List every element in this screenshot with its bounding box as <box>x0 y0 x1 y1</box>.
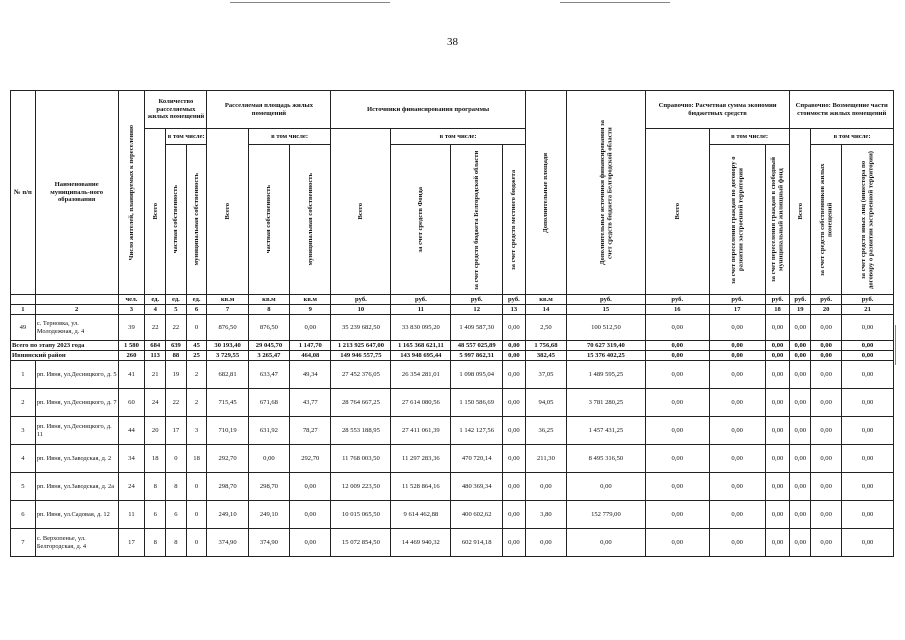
value-cell: 0,00 <box>842 361 894 389</box>
value-cell: 374,90 <box>248 529 289 557</box>
value-cell: 21 <box>145 361 166 389</box>
value-cell: 0,00 <box>645 315 709 341</box>
value-cell: 0,00 <box>842 501 894 529</box>
value-cell: 35 239 682,50 <box>331 315 391 341</box>
settlement-name: с. Терновка, ул. Молодежная, д. 4 <box>35 315 118 341</box>
value-cell: 113 <box>145 351 166 361</box>
rooms-total-header: Всего <box>145 129 166 295</box>
col-number: 7 <box>207 305 248 315</box>
unit-cell: руб. <box>567 295 646 305</box>
value-cell: 41 <box>118 361 145 389</box>
value-cell: 11 <box>118 501 145 529</box>
rooms-private-header: частная собственность <box>166 145 187 295</box>
value-cell: 682,81 <box>207 361 248 389</box>
fin-total-header: Всего <box>331 129 391 295</box>
col-no-header: № п/п <box>11 91 36 295</box>
value-cell: 0,00 <box>765 389 790 417</box>
scan-mark <box>560 2 670 3</box>
value-cell: 0,00 <box>709 445 765 473</box>
value-cell: 5 997 862,31 <box>451 351 503 361</box>
ref-owners-header: за счет средств собственников жилых помещений <box>811 145 842 295</box>
ref-incl-header: в том числе: <box>811 129 894 145</box>
value-cell: 0,00 <box>790 445 811 473</box>
fin-region-header: за счет средств бюджета Белгородской области <box>451 145 503 295</box>
value-cell: 631,92 <box>248 417 289 445</box>
value-cell: 60 <box>118 389 145 417</box>
unit-cell: руб. <box>842 295 894 305</box>
row-number: 7 <box>11 529 36 557</box>
value-cell: 25 <box>186 351 207 361</box>
value-cell: 36,25 <box>525 417 566 445</box>
unit-cell: ед. <box>166 295 187 305</box>
table-row <box>11 501 894 529</box>
value-cell: 0,00 <box>645 417 709 445</box>
row-number: 1 <box>11 361 36 389</box>
value-cell: 715,45 <box>207 389 248 417</box>
area-incl-header: в том числе: <box>248 129 331 145</box>
value-cell: 0,00 <box>765 417 790 445</box>
row-number: 5 <box>11 473 36 501</box>
value-cell: 22 <box>166 389 187 417</box>
unit-cell: руб. <box>391 295 451 305</box>
col-number: 8 <box>248 305 289 315</box>
row-number: 3 <box>11 417 36 445</box>
col-number: 17 <box>709 305 765 315</box>
value-cell: 15 376 402,25 <box>567 351 646 361</box>
col-number: 15 <box>567 305 646 315</box>
value-cell: 28 553 188,95 <box>331 417 391 445</box>
unit-cell: кв.м <box>207 295 248 305</box>
value-cell: 0,00 <box>842 341 894 351</box>
value-cell: 143 948 695,44 <box>391 351 451 361</box>
value-cell: 1 580 <box>118 341 145 351</box>
value-cell: 1 165 368 621,11 <box>391 341 451 351</box>
value-cell: 0 <box>186 501 207 529</box>
unit-cell: руб. <box>451 295 503 305</box>
row-number: 6 <box>11 501 36 529</box>
value-cell: 70 627 319,40 <box>567 341 646 351</box>
value-cell: 22 <box>166 315 187 341</box>
group-rooms-header: Количество расселяемых жилых помещений <box>145 91 207 129</box>
value-cell: 0,00 <box>709 501 765 529</box>
value-cell: 43,77 <box>290 389 331 417</box>
unit-cell: кв.м <box>525 295 566 305</box>
value-cell: 0,00 <box>645 445 709 473</box>
value-cell: 78,27 <box>290 417 331 445</box>
value-cell: 0,00 <box>790 529 811 557</box>
table-row <box>11 473 894 501</box>
unit-cell: руб. <box>811 295 842 305</box>
col-number: 14 <box>525 305 566 315</box>
value-cell: 876,50 <box>248 315 289 341</box>
value-cell: 17 <box>166 417 187 445</box>
value-cell: 8 495 316,50 <box>567 445 646 473</box>
table-row <box>11 389 894 417</box>
value-cell: 400 602,62 <box>451 501 503 529</box>
col-number: 12 <box>451 305 503 315</box>
value-cell: 3 781 280,25 <box>567 389 646 417</box>
value-cell: 0 <box>186 315 207 341</box>
value-cell: 298,70 <box>248 473 289 501</box>
value-cell: 0,00 <box>790 473 811 501</box>
value-cell: 94,05 <box>525 389 566 417</box>
col-number: 21 <box>842 305 894 315</box>
value-cell: 249,10 <box>207 501 248 529</box>
value-cell: 11 768 003,50 <box>331 445 391 473</box>
value-cell: 0,00 <box>842 473 894 501</box>
value-cell: 470 720,14 <box>451 445 503 473</box>
col-number: 3 <box>118 305 145 315</box>
value-cell: 0,00 <box>811 315 842 341</box>
value-cell: 480 369,34 <box>451 473 503 501</box>
value-cell: 0,00 <box>645 389 709 417</box>
value-cell: 6 <box>145 501 166 529</box>
value-cell: 100 512,50 <box>567 315 646 341</box>
value-cell: 0,00 <box>765 529 790 557</box>
value-cell: 33 830 095,20 <box>391 315 451 341</box>
value-cell: 1 150 586,69 <box>451 389 503 417</box>
value-cell: 0,00 <box>790 361 811 389</box>
value-cell: 0,00 <box>645 473 709 501</box>
table-row <box>11 361 894 389</box>
total-stage-row <box>11 341 894 351</box>
value-cell: 684 <box>145 341 166 351</box>
col-extra-finance-header: Дополнительные источники финансирования за счет средств бюджета Белгородской области <box>567 91 646 295</box>
value-cell: 0,00 <box>765 445 790 473</box>
group-finance-header: Источники финансирования программы <box>331 91 525 129</box>
value-cell: 29 045,70 <box>248 341 289 351</box>
settlement-name: рп. Ивня, ул.Десницкого, д. 11 <box>35 417 118 445</box>
col-number: 11 <box>391 305 451 315</box>
value-cell: 671,68 <box>248 389 289 417</box>
value-cell: 292,70 <box>207 445 248 473</box>
row-number: 4 <box>11 445 36 473</box>
total-district-label: Ивнянский район <box>11 351 119 361</box>
value-cell: 2,50 <box>525 315 566 341</box>
fin-local-header: за счет средств местного бюджета <box>503 145 526 295</box>
value-cell: 0,00 <box>811 473 842 501</box>
sav-contract-header: за счет переселения граждан по договору о развитии застроенной территории <box>709 145 765 295</box>
value-cell: 0,00 <box>842 351 894 361</box>
value-cell: 20 <box>145 417 166 445</box>
value-cell: 211,30 <box>525 445 566 473</box>
data-rows <box>11 361 894 557</box>
unit-cell: кв.м <box>290 295 331 305</box>
value-cell: 3 <box>186 417 207 445</box>
value-cell: 9 614 462,88 <box>391 501 451 529</box>
value-cell: 0,00 <box>709 529 765 557</box>
group-refund-header: Справочно: Возмещение части стоимости жилых помещений <box>790 91 894 129</box>
value-cell: 0 <box>186 473 207 501</box>
value-cell: 0,00 <box>567 473 646 501</box>
value-cell: 0,00 <box>503 501 526 529</box>
unit-cell: руб. <box>709 295 765 305</box>
value-cell: 88 <box>166 351 187 361</box>
col-number: 6 <box>186 305 207 315</box>
value-cell: 37,05 <box>525 361 566 389</box>
value-cell: 0,00 <box>811 351 842 361</box>
settlement-name: рп. Ивня, ул.Заводская, д. 2а <box>35 473 118 501</box>
unit-cell: руб. <box>645 295 709 305</box>
area-private-header: частная собственность <box>248 145 289 295</box>
unit-cell: ед. <box>145 295 166 305</box>
value-cell: 15 072 854,50 <box>331 529 391 557</box>
value-cell: 374,90 <box>207 529 248 557</box>
value-cell: 0,00 <box>811 361 842 389</box>
value-cell: 0,00 <box>842 389 894 417</box>
col-number: 9 <box>290 305 331 315</box>
value-cell: 0,00 <box>290 315 331 341</box>
value-cell: 30 193,40 <box>207 341 248 351</box>
value-cell: 602 914,18 <box>451 529 503 557</box>
value-cell: 0,00 <box>811 529 842 557</box>
value-cell: 8 <box>166 529 187 557</box>
value-cell: 8 <box>145 473 166 501</box>
value-cell: 0,00 <box>790 341 811 351</box>
col-number: 20 <box>811 305 842 315</box>
unit-cell: ед. <box>186 295 207 305</box>
value-cell: 0,00 <box>503 351 526 361</box>
value-cell: 292,70 <box>290 445 331 473</box>
value-cell: 27 614 080,56 <box>391 389 451 417</box>
value-cell: 0,00 <box>645 361 709 389</box>
value-cell: 1 409 587,30 <box>451 315 503 341</box>
rooms-municipal-header: муниципальная собственность <box>186 145 207 295</box>
value-cell: 0,00 <box>790 315 811 341</box>
ref-others-header: за счет средств иных лиц (инвестора по договору о развитии застроенной территории) <box>842 145 894 295</box>
value-cell: 0,00 <box>709 351 765 361</box>
value-cell: 260 <box>118 351 145 361</box>
value-cell: 0,00 <box>709 389 765 417</box>
fin-incl-header: в том числе: <box>391 129 525 145</box>
value-cell: 2 <box>186 361 207 389</box>
col-number: 2 <box>35 305 118 315</box>
value-cell: 0,00 <box>842 529 894 557</box>
column-numbers-row <box>11 305 894 315</box>
value-cell: 0,00 <box>811 389 842 417</box>
value-cell: 34 <box>118 445 145 473</box>
value-cell: 0,00 <box>645 351 709 361</box>
sav-free-header: за счет переселения граждан в свободный муниципальный жилищный фонд <box>765 145 790 295</box>
value-cell: 0,00 <box>811 417 842 445</box>
value-cell: 0,00 <box>709 473 765 501</box>
row-number: 49 <box>11 315 36 341</box>
value-cell: 0,00 <box>503 445 526 473</box>
value-cell: 19 <box>166 361 187 389</box>
value-cell: 44 <box>118 417 145 445</box>
value-cell: 0,00 <box>811 445 842 473</box>
area-total-header: Всего <box>207 129 248 295</box>
value-cell: 3 729,55 <box>207 351 248 361</box>
col-residents-header: Число жителей, планируемых к переселению <box>118 91 145 295</box>
value-cell: 0,00 <box>567 529 646 557</box>
value-cell: 27 452 376,05 <box>331 361 391 389</box>
settlement-name: рп. Ивня, ул.Садовая, д. 12 <box>35 501 118 529</box>
settlement-name: рп. Ивня, ул.Заводская, д. 2 <box>35 445 118 473</box>
resettlement-table <box>10 90 894 557</box>
value-cell: 0,00 <box>709 341 765 351</box>
col-number: 5 <box>166 305 187 315</box>
value-cell: 1 142 127,56 <box>451 417 503 445</box>
unit-cell: руб. <box>765 295 790 305</box>
value-cell: 249,10 <box>248 501 289 529</box>
rooms-incl-header: в том числе: <box>166 129 207 145</box>
unit-cell: кв.м <box>248 295 289 305</box>
value-cell: 0,00 <box>811 501 842 529</box>
value-cell: 0,00 <box>645 501 709 529</box>
value-cell: 45 <box>186 341 207 351</box>
value-cell: 10 015 065,50 <box>331 501 391 529</box>
value-cell: 0,00 <box>525 473 566 501</box>
total-stage-label: Всего по этапу 2023 года <box>11 341 119 351</box>
value-cell: 18 <box>145 445 166 473</box>
scan-mark <box>895 325 896 365</box>
table-row <box>11 445 894 473</box>
value-cell: 0,00 <box>503 417 526 445</box>
value-cell: 14 469 940,32 <box>391 529 451 557</box>
value-cell: 22 <box>145 315 166 341</box>
unit-cell: руб. <box>790 295 811 305</box>
col-extra-area-header: Дополнительные площади <box>525 91 566 295</box>
value-cell: 710,19 <box>207 417 248 445</box>
group-savings-header: Справочно: Расчетная сумма экономии бюджетных средств <box>645 91 790 129</box>
settlement-name: рп. Ивня, ул.Десницкого, д. 5 <box>35 361 118 389</box>
ref-total-header: Всего <box>790 129 811 295</box>
value-cell: 0,00 <box>503 389 526 417</box>
value-cell: 0,00 <box>842 417 894 445</box>
value-cell: 464,08 <box>290 351 331 361</box>
value-cell: 27 411 061,39 <box>391 417 451 445</box>
value-cell: 0,00 <box>709 315 765 341</box>
value-cell: 3 265,47 <box>248 351 289 361</box>
unit-cell: руб. <box>503 295 526 305</box>
table-row <box>11 315 894 341</box>
value-cell: 0,00 <box>290 529 331 557</box>
value-cell: 0,00 <box>765 341 790 351</box>
col-number: 18 <box>765 305 790 315</box>
value-cell: 0,00 <box>503 341 526 351</box>
value-cell: 11 297 283,36 <box>391 445 451 473</box>
value-cell: 6 <box>166 501 187 529</box>
value-cell: 0,00 <box>790 351 811 361</box>
value-cell: 1 098 095,04 <box>451 361 503 389</box>
value-cell: 1 147,70 <box>290 341 331 351</box>
value-cell: 48 557 025,89 <box>451 341 503 351</box>
value-cell: 382,45 <box>525 351 566 361</box>
value-cell: 0,00 <box>525 529 566 557</box>
value-cell: 0,00 <box>842 315 894 341</box>
value-cell: 26 354 281,01 <box>391 361 451 389</box>
value-cell: 633,47 <box>248 361 289 389</box>
value-cell: 876,50 <box>207 315 248 341</box>
col-number: 4 <box>145 305 166 315</box>
value-cell: 18 <box>186 445 207 473</box>
area-municipal-header: муниципальная собственность <box>290 145 331 295</box>
value-cell: 0,00 <box>790 501 811 529</box>
value-cell: 12 009 223,50 <box>331 473 391 501</box>
value-cell: 1 213 925 647,00 <box>331 341 391 351</box>
value-cell: 0,00 <box>790 389 811 417</box>
value-cell: 24 <box>145 389 166 417</box>
value-cell: 17 <box>118 529 145 557</box>
value-cell: 1 457 431,25 <box>567 417 646 445</box>
value-cell: 2 <box>186 389 207 417</box>
col-name-header: Наименование муниципаль-ного образования <box>35 91 118 295</box>
fin-fund-header: за счет средств Фонда <box>391 145 451 295</box>
col-number: 13 <box>503 305 526 315</box>
value-cell: 28 764 667,25 <box>331 389 391 417</box>
value-cell: 0 <box>186 529 207 557</box>
scan-mark <box>230 2 390 3</box>
value-cell: 0 <box>166 445 187 473</box>
value-cell: 8 <box>166 473 187 501</box>
value-cell: 152 779,00 <box>567 501 646 529</box>
value-cell: 0,00 <box>709 361 765 389</box>
table-row <box>11 529 894 557</box>
value-cell: 639 <box>166 341 187 351</box>
value-cell: 39 <box>118 315 145 341</box>
value-cell: 149 946 557,75 <box>331 351 391 361</box>
value-cell: 3,80 <box>525 501 566 529</box>
settlement-name: рп. Ивня, ул.Десницкого, д. 7 <box>35 389 118 417</box>
value-cell: 0,00 <box>790 417 811 445</box>
value-cell: 1 489 595,25 <box>567 361 646 389</box>
value-cell: 11 528 864,16 <box>391 473 451 501</box>
value-cell: 8 <box>145 529 166 557</box>
value-cell: 0,00 <box>290 501 331 529</box>
value-cell: 49,34 <box>290 361 331 389</box>
col-number: 19 <box>790 305 811 315</box>
value-cell: 298,70 <box>207 473 248 501</box>
group-area-header: Расселяемая площадь жилых помещений <box>207 91 331 129</box>
value-cell: 0,00 <box>290 473 331 501</box>
page-number: 38 <box>447 36 458 48</box>
unit-cell: чел. <box>118 295 145 305</box>
units-row <box>11 295 894 305</box>
col-number: 1 <box>11 305 36 315</box>
total-district-row <box>11 351 894 361</box>
value-cell: 0,00 <box>645 529 709 557</box>
value-cell: 0,00 <box>765 473 790 501</box>
value-cell: 0,00 <box>503 315 526 341</box>
unit-cell: руб. <box>331 295 391 305</box>
value-cell: 0,00 <box>709 417 765 445</box>
value-cell: 24 <box>118 473 145 501</box>
col-number: 10 <box>331 305 391 315</box>
value-cell: 0,00 <box>645 341 709 351</box>
value-cell: 0,00 <box>765 351 790 361</box>
col-number: 16 <box>645 305 709 315</box>
table-row <box>11 417 894 445</box>
row-number: 2 <box>11 389 36 417</box>
settlement-name: с. Верхопенье, ул. Белгородская, д. 4 <box>35 529 118 557</box>
value-cell: 0,00 <box>765 361 790 389</box>
sav-incl-header: в том числе: <box>709 129 790 145</box>
value-cell: 0,00 <box>503 529 526 557</box>
value-cell: 0,00 <box>842 445 894 473</box>
value-cell: 0,00 <box>503 473 526 501</box>
value-cell: 0,00 <box>765 315 790 341</box>
value-cell: 0,00 <box>503 361 526 389</box>
sav-total-header: Всего <box>645 129 709 295</box>
value-cell: 0,00 <box>765 501 790 529</box>
value-cell: 0,00 <box>248 445 289 473</box>
value-cell: 1 756,68 <box>525 341 566 351</box>
value-cell: 0,00 <box>811 341 842 351</box>
